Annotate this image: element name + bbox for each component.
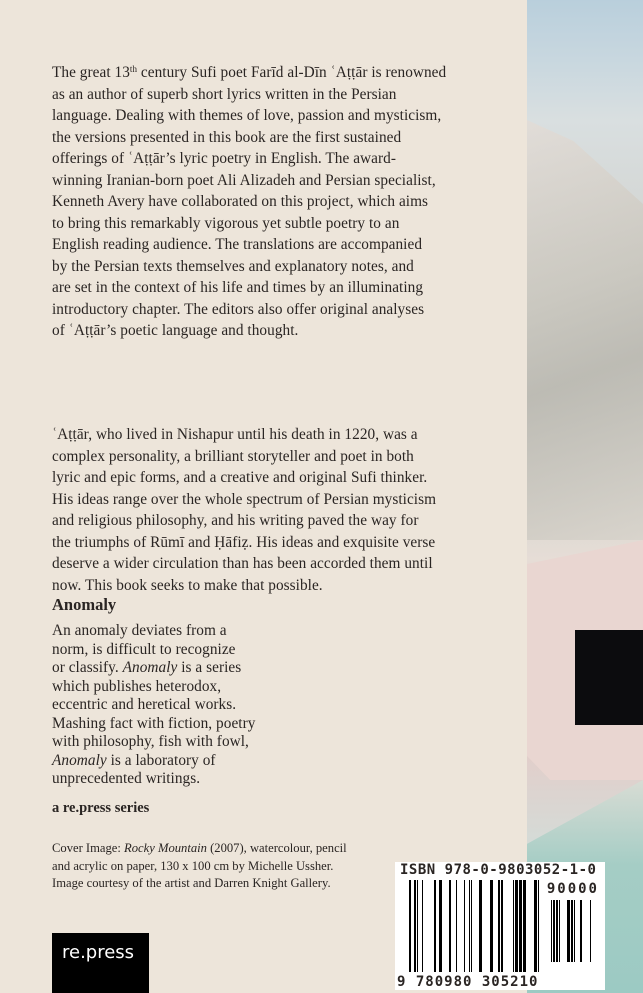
text-line bbox=[52, 641, 255, 660]
barcode-bar bbox=[590, 900, 591, 962]
text-segment: are set in the context of his life and times by an illuminating bbox=[52, 279, 424, 296]
barcode-bar bbox=[556, 900, 558, 962]
text-line bbox=[52, 840, 347, 858]
text-segment: Cover Image: bbox=[52, 841, 125, 855]
text-line bbox=[52, 213, 446, 235]
barcode-bar bbox=[471, 880, 472, 972]
text-line bbox=[52, 299, 446, 321]
text-segment: An anomaly deviates from a bbox=[52, 622, 227, 639]
text-segment: as an author of superb short lyrics written in the Persian bbox=[52, 85, 397, 103]
text-segment: (2007), watercolour, pencil bbox=[206, 841, 347, 855]
text-line bbox=[52, 532, 436, 554]
text-line bbox=[52, 320, 446, 342]
series-heading: Anomaly bbox=[52, 595, 117, 614]
barcode-addon: 90000 bbox=[546, 881, 599, 897]
italic-text: Anomaly bbox=[122, 659, 178, 676]
text-segment: deserve a wider circulation than has been accorded them until bbox=[52, 555, 433, 572]
text-segment: offerings of ʿAṭṭār’s lyric poetry in English. The award- bbox=[52, 150, 396, 167]
isbn-label: ISBN 978-0-9803052-1-0 bbox=[400, 862, 597, 878]
text-line bbox=[52, 752, 255, 771]
text-line bbox=[52, 424, 436, 446]
barcode-bar bbox=[559, 900, 560, 962]
barcode-bar bbox=[464, 880, 465, 972]
text-segment: or classify. bbox=[52, 659, 123, 676]
text-segment: is a laboratory of bbox=[106, 751, 216, 769]
text-segment: and acrylic on paper, 130 x 100 cm by Michelle Ussher. bbox=[52, 858, 334, 873]
text-line bbox=[52, 575, 436, 597]
barcode-bar bbox=[571, 900, 573, 962]
barcode-bar bbox=[422, 880, 423, 972]
blurb-paragraph-2 bbox=[52, 424, 436, 596]
series-tagline: a re.press series bbox=[52, 800, 150, 816]
text-line bbox=[52, 622, 255, 641]
text-segment: His ideas range over the whole spectrum of Persian mysticism bbox=[52, 490, 437, 508]
barcode-bar bbox=[513, 880, 514, 972]
barcode-bar bbox=[449, 880, 451, 972]
barcode-bar bbox=[490, 880, 493, 972]
text-line bbox=[52, 170, 446, 192]
text-segment: and religious philosophy, and his writing paved the way for bbox=[52, 512, 419, 529]
text-segment: by the Persian texts themselves and explanatory notes, and bbox=[52, 257, 414, 275]
publisher-logo-text: re.press bbox=[62, 942, 135, 963]
text-line bbox=[52, 105, 446, 127]
barcode-bar bbox=[409, 880, 411, 972]
text-line bbox=[52, 84, 446, 106]
barcode-bar bbox=[580, 900, 582, 962]
text-segment: with philosophy, fish with fowl, bbox=[52, 733, 249, 750]
barcode-bar bbox=[434, 880, 436, 972]
text-line bbox=[52, 875, 347, 893]
text-line bbox=[52, 489, 436, 511]
text-segment: the triumphs of Rūmī and Ḥāfiẓ. His ideas and exquisite verse bbox=[52, 533, 436, 551]
cover-painting bbox=[527, 0, 643, 993]
text-line bbox=[52, 770, 255, 789]
text-line bbox=[52, 733, 255, 752]
text-segment: language. Dealing with themes of love, passion and mysticism, bbox=[52, 107, 442, 124]
text-line bbox=[52, 62, 446, 84]
text-line bbox=[52, 446, 436, 468]
text-segment: ʿAṭṭār, who lived in Nishapur until his death in 1220, was a bbox=[52, 426, 418, 443]
text-segment: which publishes heterodox, bbox=[52, 677, 222, 695]
barcode-bar bbox=[501, 880, 503, 972]
text-line bbox=[52, 510, 436, 532]
barcode-bar bbox=[479, 880, 482, 972]
text-segment: th bbox=[129, 64, 138, 74]
barcode-bar bbox=[553, 900, 555, 962]
text-segment: introductory chapter. The editors also offer original analyses bbox=[52, 300, 425, 318]
barcode-ean-digits: 9 780980 305210 bbox=[397, 974, 539, 990]
text-line bbox=[52, 148, 446, 170]
barcode-bar bbox=[574, 900, 575, 962]
text-line bbox=[52, 127, 446, 149]
text-line bbox=[52, 553, 436, 575]
text-segment: of ʿAṭṭār’s poetic language and thought. bbox=[52, 322, 299, 339]
series-description bbox=[52, 622, 255, 789]
barcode-bar bbox=[551, 900, 552, 962]
text-segment: winning Iranian-born poet Ali Alizadeh and Persian specialist, bbox=[52, 171, 436, 189]
barcode-bar bbox=[534, 880, 537, 972]
text-segment: Mashing fact with fiction, poetry bbox=[52, 714, 256, 732]
barcode-bar bbox=[519, 880, 522, 972]
text-line bbox=[52, 234, 446, 256]
text-segment: unprecedented writings. bbox=[52, 770, 201, 787]
text-line bbox=[52, 696, 255, 715]
barcode-bar bbox=[456, 880, 457, 972]
barcode-bar bbox=[439, 880, 442, 972]
text-line bbox=[52, 191, 446, 213]
italic-text: Anomaly bbox=[52, 751, 107, 769]
text-line bbox=[52, 659, 255, 678]
text-segment: The great 13 bbox=[52, 64, 130, 81]
text-line bbox=[52, 467, 436, 489]
text-segment: the versions presented in this book are the first sustained bbox=[52, 128, 402, 146]
text-segment: is a series bbox=[177, 659, 242, 676]
blurb-paragraph-1 bbox=[52, 62, 446, 342]
text-line bbox=[52, 256, 446, 278]
text-segment: Image courtesy of the artist and Darren Knight Gallery. bbox=[52, 876, 331, 890]
text-segment: lyric and epic forms, and a creative and original Sufi thinker. bbox=[52, 469, 428, 486]
text-line bbox=[52, 715, 255, 734]
text-segment: complex personality, a brilliant storyteller and poet in both bbox=[52, 447, 414, 465]
text-segment: now. This book seeks to make that possible. bbox=[52, 576, 323, 594]
text-segment: to bring this remarkably vigorous yet subtle poetry to an bbox=[52, 214, 400, 232]
text-segment: English reading audience. The translations are accompanied bbox=[52, 236, 423, 253]
barcode-bar bbox=[567, 900, 570, 962]
painting-dark-opening bbox=[575, 630, 643, 725]
text-segment: century Sufi poet Farīd al-Dīn ʿAṭṭār is renowned bbox=[137, 64, 447, 81]
barcode-bar bbox=[523, 880, 526, 972]
text-segment: norm, is difficult to recognize bbox=[52, 640, 236, 658]
publisher-logo bbox=[52, 933, 149, 993]
italic-text: Rocky Mountain bbox=[124, 841, 207, 855]
barcode-bar bbox=[538, 880, 539, 972]
barcode-bar bbox=[515, 880, 518, 972]
text-segment: Kenneth Avery have collaborated on this project, which aims bbox=[52, 193, 429, 210]
text-line bbox=[52, 678, 255, 697]
barcode-bar bbox=[469, 880, 470, 972]
cover-image-credit bbox=[52, 840, 347, 893]
barcode-bar bbox=[414, 880, 416, 972]
text-line bbox=[52, 277, 446, 299]
text-segment: eccentric and heretical works. bbox=[52, 696, 237, 713]
barcode-bar bbox=[417, 880, 418, 972]
text-line bbox=[52, 858, 347, 876]
barcode-bar bbox=[498, 880, 500, 972]
isbn-barcode bbox=[395, 862, 605, 990]
